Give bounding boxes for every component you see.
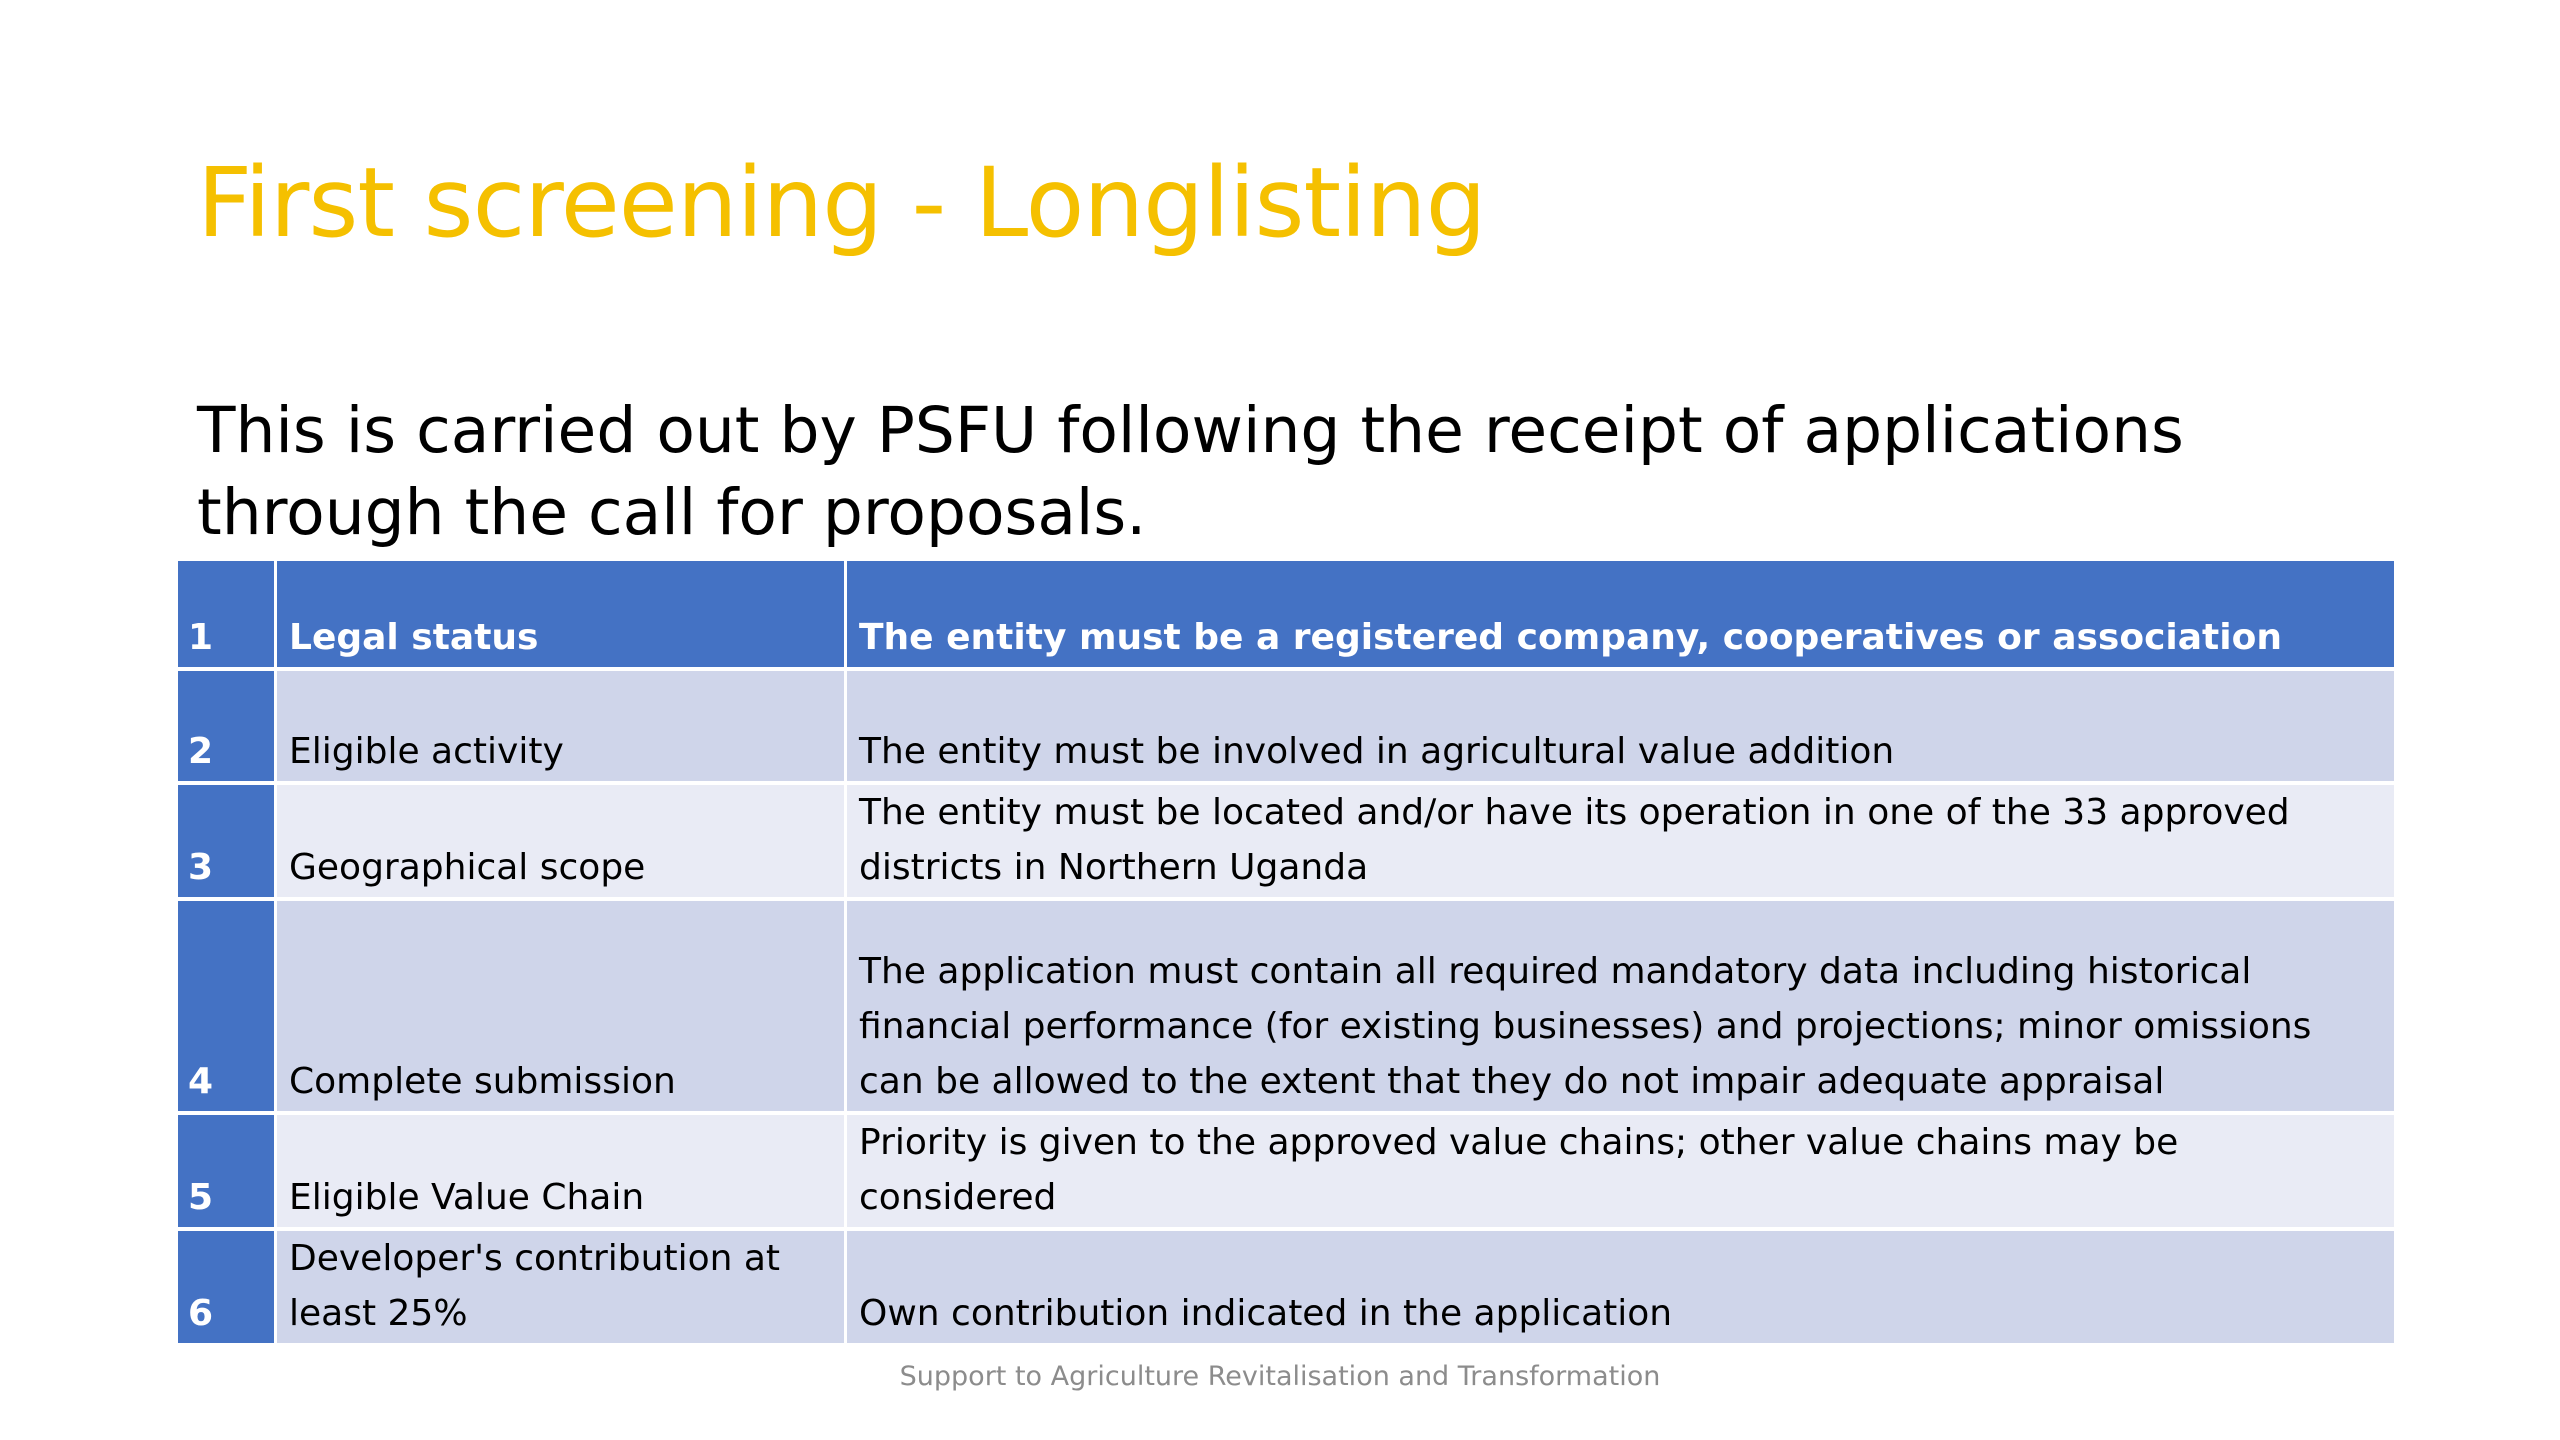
criterion-description: The entity must be involved in agricultural value addition [847, 671, 2394, 785]
slide-title: First screening - Longlisting [197, 147, 1486, 259]
table-row [178, 1231, 2394, 1347]
row-number: 5 [178, 1115, 277, 1231]
screening-criteria-table [178, 561, 2394, 1347]
criterion-name: Complete submission [277, 901, 847, 1115]
row-number: 2 [178, 671, 277, 785]
row-number: 3 [178, 785, 277, 901]
slide-body-text: This is carried out by PSFU following the receipt of applications through the call for proposals. [197, 394, 2184, 549]
criterion-name: Eligible Value Chain [277, 1115, 847, 1231]
criterion-name: Developer's contribution at least 25% [277, 1231, 847, 1347]
table-row [178, 785, 2394, 901]
row-number: 4 [178, 901, 277, 1115]
criterion-name: Eligible activity [277, 671, 847, 785]
criterion-description: The application must contain all required mandatory data including historical financial performance (for existing businesses) and projections; minor omissions can be allowed to the extent that they do not impair adequate appraisal [847, 901, 2394, 1115]
criterion-name: Legal status [277, 561, 847, 671]
criterion-name: Geographical scope [277, 785, 847, 901]
slide-footer: Support to Agriculture Revitalisation and Transformation [899, 1361, 1661, 1392]
table-row [178, 561, 2394, 671]
row-number: 1 [178, 561, 277, 671]
table-row [178, 671, 2394, 785]
criterion-description: The entity must be located and/or have its operation in one of the 33 approved districts in Northern Uganda [847, 785, 2394, 901]
row-number: 6 [178, 1231, 277, 1347]
criterion-description: Own contribution indicated in the application [847, 1231, 2394, 1347]
table-row [178, 901, 2394, 1115]
criterion-description: Priority is given to the approved value chains; other value chains may be considered [847, 1115, 2394, 1231]
table-row [178, 1115, 2394, 1231]
criterion-description: The entity must be a registered company, cooperatives or association [847, 561, 2394, 671]
